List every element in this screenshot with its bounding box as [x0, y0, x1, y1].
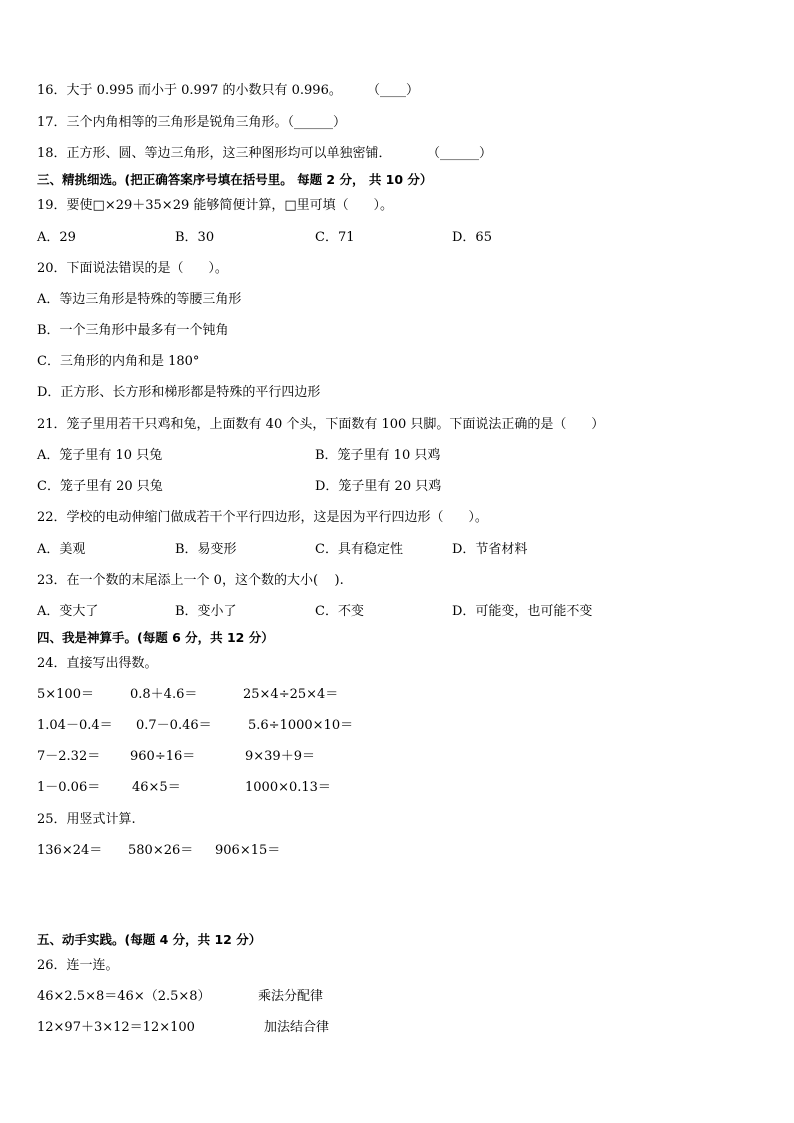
- question-17: [37, 115, 346, 131]
- match-left-item[interactable]: 12×97＋3×12＝12×100: [37, 1020, 195, 1035]
- option-c[interactable]: C．具有稳定性: [315, 542, 403, 557]
- option-c[interactable]: C．笼子里有 20 只兔: [37, 479, 163, 494]
- question-25-stem: 25．用竖式计算.: [37, 812, 136, 827]
- question-22-stem: 22．学校的电动伸缩门做成若干个平行四边形，这是因为平行四边形（ ）。: [37, 510, 488, 525]
- calc-item: 1.04－0.4＝: [37, 718, 113, 733]
- match-left-item[interactable]: 46×2.5×8＝46×（2.5×8）: [37, 989, 211, 1004]
- question-19-stem: 19．要使□×29＋35×29 能够简便计算，□里可填（ ）。: [37, 198, 393, 213]
- option-b[interactable]: B．易变形: [175, 542, 237, 557]
- calc-item: 5×100＝: [37, 687, 94, 702]
- option-a[interactable]: A．29: [37, 230, 76, 245]
- question-23-stem: 23．在一个数的末尾添上一个 0，这个数的大小( ).: [37, 573, 344, 588]
- option-b[interactable]: B．变小了: [175, 604, 237, 619]
- calc-item: 580×26＝: [128, 843, 194, 858]
- calc-item: 25×4÷25×4＝: [243, 687, 339, 702]
- option-b[interactable]: B．笼子里有 10 只鸡: [315, 448, 441, 463]
- question-text: 17．三个内角相等的三角形是锐角三角形。: [37, 115, 288, 130]
- option-a[interactable]: A．笼子里有 10 只兔: [37, 448, 163, 463]
- option-c[interactable]: C．71: [315, 230, 355, 245]
- answer-blank[interactable]: （____）: [367, 83, 420, 98]
- option-a[interactable]: A．美观: [37, 542, 86, 557]
- option-b[interactable]: B．一个三角形中最多有一个钝角: [37, 323, 229, 338]
- calc-item: 0.8＋4.6＝: [130, 687, 198, 702]
- question-24-stem: 24．直接写出得数。: [37, 656, 158, 671]
- answer-blank[interactable]: （______）: [427, 146, 493, 161]
- option-b[interactable]: B．30: [175, 230, 215, 245]
- question-18: [37, 146, 493, 162]
- question-21-stem: 21．笼子里用若干只鸡和兔，上面数有 40 个头，下面数有 100 只脚。下面说法正确的是（ ）: [37, 417, 605, 432]
- calc-item: 1－0.06＝: [37, 780, 101, 795]
- section-heading-4: 四、我是神算手。(每题 6 分，共 12 分）: [37, 630, 274, 645]
- question-text: 16．大于 0.995 而小于 0.997 的小数只有 0.996。: [37, 83, 342, 98]
- question-20-stem: 20．下面说法错误的是（ ）。: [37, 261, 228, 276]
- question-16: [37, 83, 420, 99]
- calc-item: 1000×0.13＝: [245, 780, 331, 795]
- answer-blank[interactable]: （______）: [287, 115, 347, 130]
- option-d[interactable]: D．笼子里有 20 只鸡: [315, 479, 442, 494]
- calc-item: 906×15＝: [215, 843, 281, 858]
- option-d[interactable]: D．节省材料: [452, 542, 528, 557]
- calc-item: 0.7－0.46＝: [136, 718, 212, 733]
- option-d[interactable]: D．可能变，也可能不变: [452, 604, 593, 619]
- section-heading-5: 五、动手实践。(每题 4 分，共 12 分）: [37, 932, 262, 947]
- option-c[interactable]: C．不变: [315, 604, 364, 619]
- option-d[interactable]: D．65: [452, 230, 492, 245]
- question-text: 18．正方形、圆、等边三角形，这三种图形均可以单独密铺．: [37, 146, 392, 161]
- question-26-stem: 26．连一连。: [37, 958, 119, 973]
- calc-item: 136×24＝: [37, 843, 103, 858]
- option-a[interactable]: A．变大了: [37, 604, 99, 619]
- match-right-item[interactable]: 加法结合律: [264, 1020, 330, 1035]
- option-c[interactable]: C．三角形的内角和是 180°: [37, 354, 200, 369]
- section-heading-3: 三、精挑细选。(把正确答案序号填在括号里。 每题 2 分， 共 10 分）: [37, 172, 433, 187]
- calc-item: 960÷16＝: [130, 749, 196, 764]
- option-a[interactable]: A．等边三角形是特殊的等腰三角形: [37, 292, 242, 307]
- calc-item: 9×39＋9＝: [245, 749, 315, 764]
- calc-item: 5.6÷1000×10＝: [248, 718, 354, 733]
- option-d[interactable]: D．正方形、长方形和梯形都是特殊的平行四边形: [37, 385, 321, 400]
- calc-item: 46×5＝: [132, 780, 181, 795]
- calc-item: 7－2.32＝: [37, 749, 101, 764]
- match-right-item[interactable]: 乘法分配律: [258, 989, 324, 1004]
